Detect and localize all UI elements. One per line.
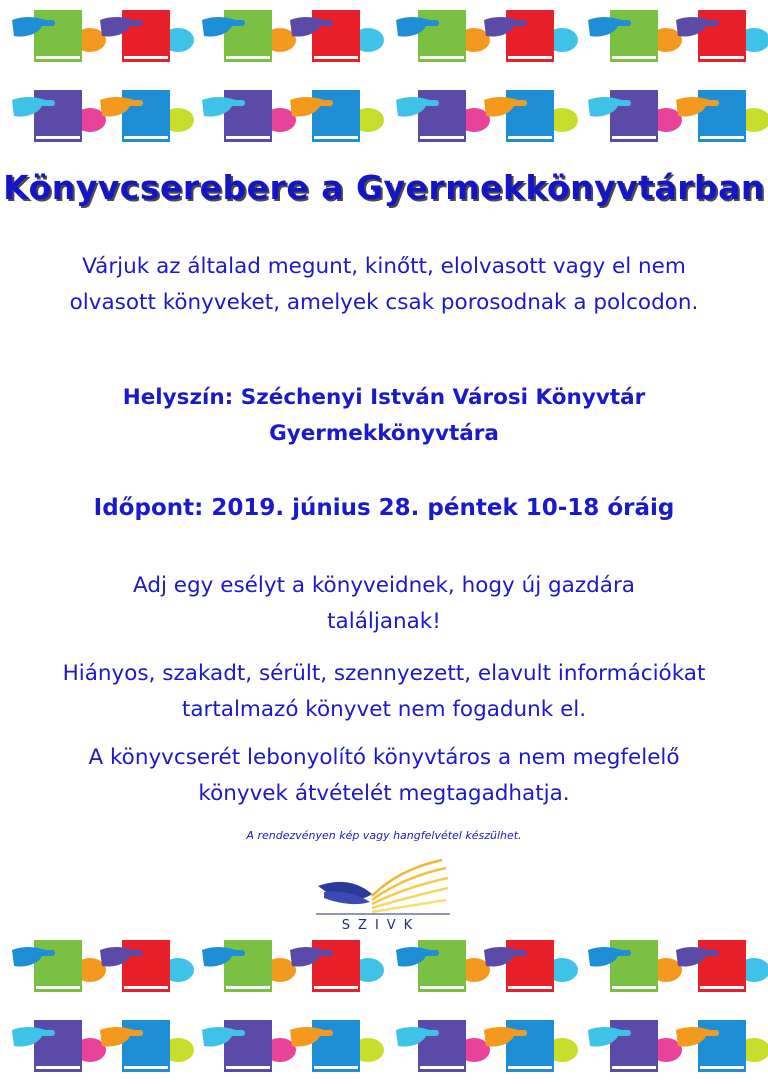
book-hand-illustration bbox=[100, 1016, 196, 1076]
book-hand-illustration bbox=[396, 6, 492, 66]
book-hand-illustration bbox=[202, 86, 298, 146]
book-hand-illustration bbox=[676, 86, 768, 146]
refusal-text: A könyvcserét lebonyolító könyvtáros a nem megfelelő könyvek átvételét megtagadhatja. bbox=[88, 745, 680, 806]
book-hand-illustration bbox=[100, 6, 196, 66]
book-hand-illustration bbox=[484, 6, 580, 66]
book-hand-illustration bbox=[484, 936, 580, 996]
book-hand-illustration bbox=[100, 86, 196, 146]
rejected-books-text: Hiányos, szakadt, sérült, szennyezett, elavult információkat tartalmazó könyvet nem fogadunk el. bbox=[62, 661, 706, 722]
book-hand-illustration bbox=[484, 1016, 580, 1076]
book-hand-illustration bbox=[290, 6, 386, 66]
location-line-1: Helyszín: Széchenyi István Városi Könyvtár bbox=[122, 385, 646, 410]
logo-wordmark: SZIVK bbox=[341, 918, 421, 933]
book-hand-illustration bbox=[396, 936, 492, 996]
book-hand-illustration bbox=[676, 936, 768, 996]
book-hand-illustration bbox=[202, 936, 298, 996]
book-hand-illustration bbox=[12, 6, 108, 66]
book-hand-illustration bbox=[290, 1016, 386, 1076]
book-hand-illustration bbox=[588, 86, 684, 146]
decorative-book-band-bottom bbox=[0, 930, 768, 1080]
book-hand-illustration bbox=[588, 1016, 684, 1076]
book-hand-illustration bbox=[396, 86, 492, 146]
intro-text: Várjuk az általad megunt, kinőtt, elolvasott vagy el nem olvasott könyveket, amelyek csak porosodnak a polcodon. bbox=[69, 254, 699, 315]
book-hand-illustration bbox=[12, 86, 108, 146]
book-hand-illustration bbox=[588, 936, 684, 996]
book-hand-illustration bbox=[12, 936, 108, 996]
book-hand-illustration bbox=[676, 6, 768, 66]
book-hand-illustration bbox=[202, 6, 298, 66]
location-line-2: Gyermekkönyvtára bbox=[269, 421, 499, 446]
photo-notice: A rendezvényen kép vagy hangfelvétel készülhet. bbox=[246, 829, 522, 842]
book-hand-illustration bbox=[202, 1016, 298, 1076]
book-hand-illustration bbox=[290, 86, 386, 146]
chance-text: Adj egy esélyt a könyveidnek, hogy új gazdára találjanak! bbox=[133, 573, 635, 634]
decorative-book-band-top bbox=[0, 0, 768, 150]
book-hand-illustration bbox=[676, 1016, 768, 1076]
book-hand-illustration bbox=[100, 936, 196, 996]
book-hand-illustration bbox=[396, 1016, 492, 1076]
book-hand-illustration bbox=[290, 936, 386, 996]
book-hand-illustration bbox=[484, 86, 580, 146]
page-title: Könyvcserebere a Gyermekkönyvtárban bbox=[3, 168, 765, 207]
event-time: Időpont: 2019. június 28. péntek 10-18 óráig bbox=[93, 495, 675, 521]
book-hand-illustration bbox=[12, 1016, 108, 1076]
book-hand-illustration bbox=[588, 6, 684, 66]
